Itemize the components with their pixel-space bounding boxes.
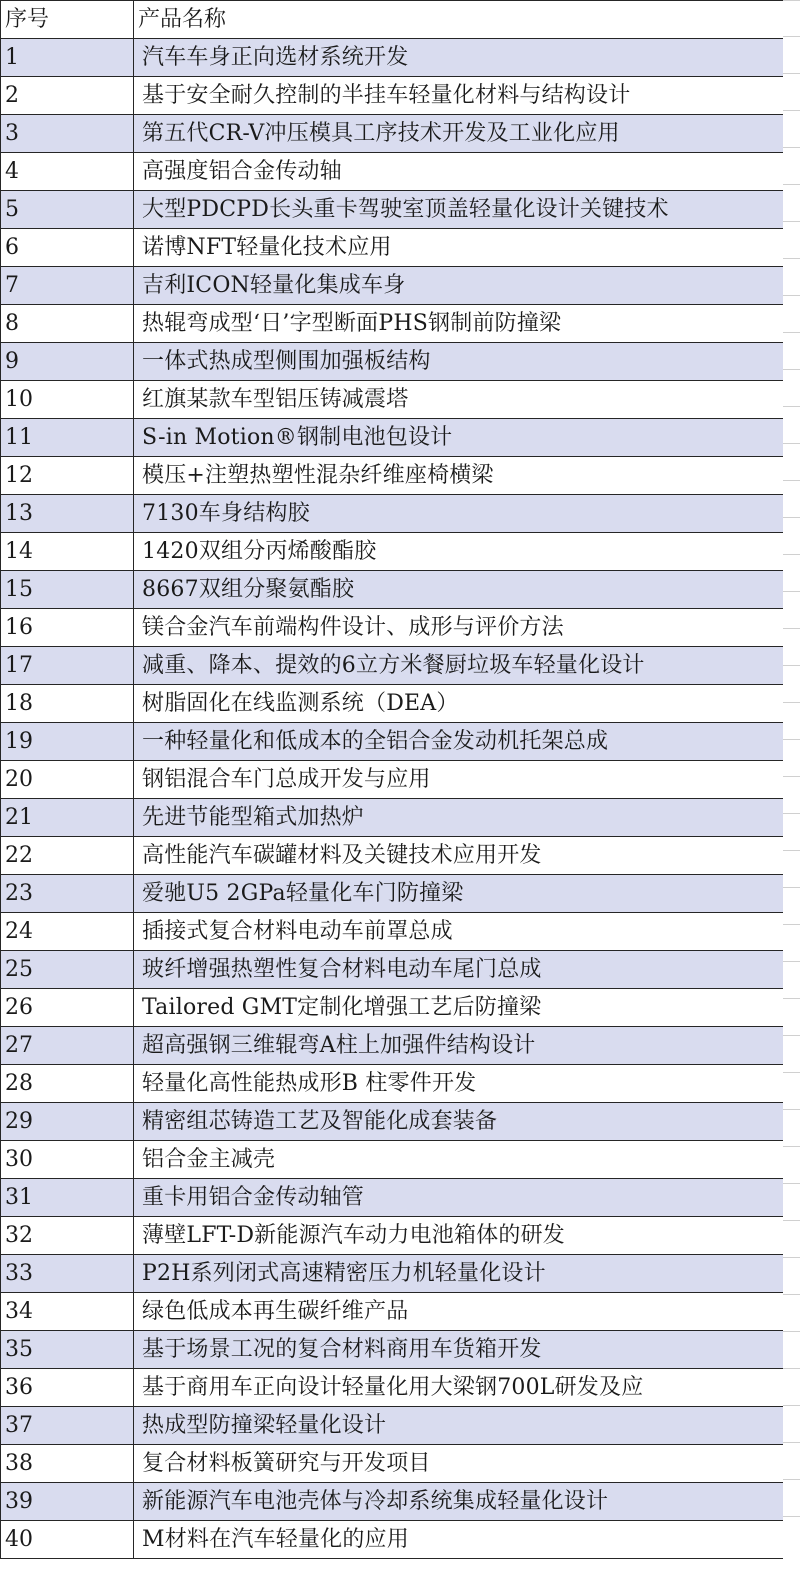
- table-row[interactable]: [1, 343, 784, 381]
- product-name-cell[interactable]: 轻量化高性能热成形B 柱零件开发: [134, 1065, 784, 1103]
- serial-number-cell[interactable]: 28: [1, 1065, 134, 1103]
- margin-gridline: [783, 443, 800, 444]
- table-row[interactable]: [1, 1217, 784, 1255]
- serial-number-cell[interactable]: 18: [1, 685, 134, 723]
- product-name-cell[interactable]: 精密组芯铸造工艺及智能化成套装备: [134, 1103, 784, 1141]
- serial-number-cell[interactable]: 17: [1, 647, 134, 685]
- serial-number-cell[interactable]: 30: [1, 1141, 134, 1179]
- serial-number-cell[interactable]: 35: [1, 1331, 134, 1369]
- serial-number-cell[interactable]: 1: [1, 39, 134, 77]
- serial-number-cell[interactable]: 11: [1, 419, 134, 457]
- product-name-cell[interactable]: 基于安全耐久控制的半挂车轻量化材料与结构设计: [134, 77, 784, 115]
- margin-gridline: [783, 0, 800, 1]
- margin-gridline: [783, 739, 800, 740]
- serial-number-cell[interactable]: 14: [1, 533, 134, 571]
- product-name-cell[interactable]: 玻纤增强热塑性复合材料电动车尾门总成: [134, 951, 784, 989]
- serial-number-cell[interactable]: 12: [1, 457, 134, 495]
- table-row[interactable]: [1, 609, 784, 647]
- product-name-cell[interactable]: 模压+注塑热塑性混杂纤维座椅横梁: [134, 457, 784, 495]
- margin-gridline: [783, 1257, 800, 1258]
- serial-number-cell[interactable]: 8: [1, 305, 134, 343]
- product-name-cell[interactable]: Tailored GMT定制化增强工艺后防撞梁: [134, 989, 784, 1027]
- product-name-cell[interactable]: 热成型防撞梁轻量化设计: [134, 1407, 784, 1445]
- serial-number-cell[interactable]: 20: [1, 761, 134, 799]
- product-name-cell[interactable]: 高性能汽车碳罐材料及关键技术应用开发: [134, 837, 784, 875]
- product-name-cell[interactable]: 1420双组分丙烯酸酯胶: [134, 533, 784, 571]
- margin-gridline: [783, 1146, 800, 1147]
- serial-number-cell[interactable]: 2: [1, 77, 134, 115]
- margin-gridline: [783, 1220, 800, 1221]
- table-row[interactable]: [1, 153, 784, 191]
- header-serial-number[interactable]: 序号: [1, 1, 134, 39]
- serial-number-cell[interactable]: 7: [1, 267, 134, 305]
- sheet-right-margin: [783, 0, 800, 1571]
- table-row[interactable]: [1, 685, 784, 723]
- table-row[interactable]: [1, 1445, 784, 1483]
- margin-gridline: [783, 1479, 800, 1480]
- product-name-cell[interactable]: P2H系列闭式高速精密压力机轻量化设计: [134, 1255, 784, 1293]
- product-name-cell[interactable]: 吉利ICON轻量化集成车身: [134, 267, 784, 305]
- serial-number-cell[interactable]: 6: [1, 229, 134, 267]
- table-row[interactable]: [1, 381, 784, 419]
- serial-number-cell[interactable]: 36: [1, 1369, 134, 1407]
- margin-gridline: [783, 961, 800, 962]
- serial-number-cell[interactable]: 4: [1, 153, 134, 191]
- serial-number-cell[interactable]: 33: [1, 1255, 134, 1293]
- table-row[interactable]: [1, 419, 784, 457]
- serial-number-cell[interactable]: 16: [1, 609, 134, 647]
- header-row: [1, 1, 784, 39]
- table-row[interactable]: [1, 533, 784, 571]
- product-name-cell[interactable]: 复合材料板簧研究与开发项目: [134, 1445, 784, 1483]
- table-header: [1, 1, 784, 39]
- product-name-cell[interactable]: 爱驰U5 2GPa轻量化车门防撞梁: [134, 875, 784, 913]
- product-name-cell[interactable]: 8667双组分聚氨酯胶: [134, 571, 784, 609]
- margin-gridline: [783, 628, 800, 629]
- product-name-cell[interactable]: 绿色低成本再生碳纤维产品: [134, 1293, 784, 1331]
- margin-gridline: [783, 406, 800, 407]
- product-name-cell[interactable]: 汽车车身正向选材系统开发: [134, 39, 784, 77]
- table-row[interactable]: [1, 989, 784, 1027]
- product-name-cell[interactable]: 薄壁LFT-D新能源汽车动力电池箱体的研发: [134, 1217, 784, 1255]
- product-name-cell[interactable]: 镁合金汽车前端构件设计、成形与评价方法: [134, 609, 784, 647]
- serial-number-cell[interactable]: 9: [1, 343, 134, 381]
- table-row[interactable]: [1, 191, 784, 229]
- table-row[interactable]: [1, 495, 784, 533]
- margin-gridline: [783, 1294, 800, 1295]
- margin-gridline: [783, 184, 800, 185]
- margin-gridline: [783, 517, 800, 518]
- serial-number-cell[interactable]: 3: [1, 115, 134, 153]
- serial-number-cell[interactable]: 40: [1, 1521, 134, 1559]
- serial-number-cell[interactable]: 24: [1, 913, 134, 951]
- table-body: [1, 39, 784, 1559]
- product-name-cell[interactable]: 诺博NFT轻量化技术应用: [134, 229, 784, 267]
- table-row[interactable]: [1, 1179, 784, 1217]
- product-name-cell[interactable]: 插接式复合材料电动车前罩总成: [134, 913, 784, 951]
- serial-number-cell[interactable]: 23: [1, 875, 134, 913]
- serial-number-cell[interactable]: 32: [1, 1217, 134, 1255]
- margin-gridline: [783, 1442, 800, 1443]
- product-name-cell[interactable]: 先进节能型箱式加热炉: [134, 799, 784, 837]
- product-name-cell[interactable]: 红旗某款车型铝压铸减震塔: [134, 381, 784, 419]
- product-name-cell[interactable]: 超高强钢三维辊弯A柱上加强件结构设计: [134, 1027, 784, 1065]
- margin-gridline: [783, 73, 800, 74]
- serial-number-cell[interactable]: 19: [1, 723, 134, 761]
- margin-gridline: [783, 258, 800, 259]
- serial-number-cell[interactable]: 13: [1, 495, 134, 533]
- margin-gridline: [783, 702, 800, 703]
- table-row[interactable]: [1, 951, 784, 989]
- product-name-cell[interactable]: 钢铝混合车门总成开发与应用: [134, 761, 784, 799]
- product-name-cell[interactable]: 铝合金主减壳: [134, 1141, 784, 1179]
- product-name-cell[interactable]: 树脂固化在线监测系统（DEA）: [134, 685, 784, 723]
- table-row[interactable]: [1, 723, 784, 761]
- table-row[interactable]: [1, 1331, 784, 1369]
- table-row[interactable]: [1, 1255, 784, 1293]
- table-row[interactable]: [1, 799, 784, 837]
- serial-number-cell[interactable]: 21: [1, 799, 134, 837]
- product-name-cell[interactable]: 减重、降本、提效的6立方米餐厨垃圾车轻量化设计: [134, 647, 784, 685]
- product-name-cell[interactable]: 高强度铝合金传动轴: [134, 153, 784, 191]
- margin-gridline: [783, 776, 800, 777]
- table-row[interactable]: [1, 913, 784, 951]
- table-row[interactable]: [1, 571, 784, 609]
- product-name-cell[interactable]: 重卡用铝合金传动轴管: [134, 1179, 784, 1217]
- serial-number-cell[interactable]: 25: [1, 951, 134, 989]
- margin-gridline: [783, 591, 800, 592]
- table-row[interactable]: [1, 1027, 784, 1065]
- product-name-cell[interactable]: S-in Motion®钢制电池包设计: [134, 419, 784, 457]
- serial-number-cell[interactable]: 31: [1, 1179, 134, 1217]
- margin-gridline: [783, 1368, 800, 1369]
- margin-gridline: [783, 554, 800, 555]
- margin-gridline: [783, 850, 800, 851]
- product-name-cell[interactable]: 一种轻量化和低成本的全铝合金发动机托架总成: [134, 723, 784, 761]
- margin-gridline: [783, 998, 800, 999]
- margin-gridline: [783, 110, 800, 111]
- table-row[interactable]: [1, 1483, 784, 1521]
- serial-number-cell[interactable]: 38: [1, 1445, 134, 1483]
- product-name-cell[interactable]: 大型PDCPD长头重卡驾驶室顶盖轻量化设计关键技术: [134, 191, 784, 229]
- margin-gridline: [783, 665, 800, 666]
- table-row[interactable]: [1, 77, 784, 115]
- margin-gridline: [783, 813, 800, 814]
- margin-gridline: [783, 1183, 800, 1184]
- table-row[interactable]: [1, 1369, 784, 1407]
- table-row[interactable]: [1, 229, 784, 267]
- product-name-cell[interactable]: 热辊弯成型‘日’字型断面PHS钢制前防撞梁: [134, 305, 784, 343]
- product-name-cell[interactable]: 新能源汽车电池壳体与冷却系统集成轻量化设计: [134, 1483, 784, 1521]
- header-product-name[interactable]: 产品名称: [134, 1, 784, 39]
- serial-number-cell[interactable]: 22: [1, 837, 134, 875]
- table-row[interactable]: [1, 1065, 784, 1103]
- serial-number-cell[interactable]: 26: [1, 989, 134, 1027]
- serial-number-cell[interactable]: 15: [1, 571, 134, 609]
- product-name-cell[interactable]: 一体式热成型侧围加强板结构: [134, 343, 784, 381]
- table-row[interactable]: [1, 267, 784, 305]
- margin-gridline: [783, 221, 800, 222]
- table-row[interactable]: [1, 1293, 784, 1331]
- table-row[interactable]: [1, 647, 784, 685]
- table-row[interactable]: [1, 1521, 784, 1559]
- table-row[interactable]: [1, 875, 784, 913]
- table-row[interactable]: [1, 1103, 784, 1141]
- table-row[interactable]: [1, 457, 784, 495]
- margin-gridline: [783, 1072, 800, 1073]
- product-name-cell[interactable]: 基于商用车正向设计轻量化用大梁钢700L研发及应: [134, 1369, 784, 1407]
- product-name-cell[interactable]: 基于场景工况的复合材料商用车货箱开发: [134, 1331, 784, 1369]
- margin-gridline: [783, 480, 800, 481]
- margin-gridline: [783, 369, 800, 370]
- table-row[interactable]: [1, 115, 784, 153]
- serial-number-cell[interactable]: 29: [1, 1103, 134, 1141]
- margin-gridline: [783, 887, 800, 888]
- margin-gridline: [783, 1405, 800, 1406]
- serial-number-cell[interactable]: 5: [1, 191, 134, 229]
- table-row[interactable]: [1, 1407, 784, 1445]
- product-name-cell[interactable]: 7130车身结构胶: [134, 495, 784, 533]
- margin-gridline: [783, 1516, 800, 1517]
- serial-number-cell[interactable]: 34: [1, 1293, 134, 1331]
- serial-number-cell[interactable]: 37: [1, 1407, 134, 1445]
- serial-number-cell[interactable]: 27: [1, 1027, 134, 1065]
- margin-gridline: [783, 147, 800, 148]
- table-row[interactable]: [1, 761, 784, 799]
- table-row[interactable]: [1, 39, 784, 77]
- margin-gridline: [783, 1109, 800, 1110]
- margin-gridline: [783, 332, 800, 333]
- margin-gridline: [783, 295, 800, 296]
- serial-number-cell[interactable]: 39: [1, 1483, 134, 1521]
- margin-gridline: [783, 924, 800, 925]
- product-name-cell[interactable]: 第五代CR-V冲压模具工序技术开发及工业化应用: [134, 115, 784, 153]
- margin-gridline: [783, 36, 800, 37]
- table-row[interactable]: [1, 837, 784, 875]
- table-row[interactable]: [1, 1141, 784, 1179]
- serial-number-cell[interactable]: 10: [1, 381, 134, 419]
- table-row[interactable]: [1, 305, 784, 343]
- product-name-cell[interactable]: M材料在汽车轻量化的应用: [134, 1521, 784, 1559]
- margin-gridline: [783, 1331, 800, 1332]
- margin-gridline: [783, 1035, 800, 1036]
